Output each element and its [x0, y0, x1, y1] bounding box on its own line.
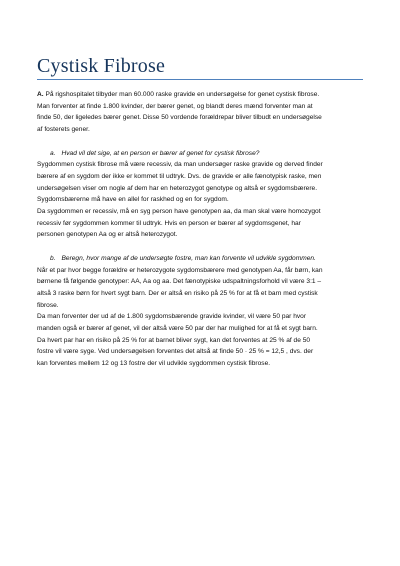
section-a-text: På rigshospitalet tilbyder man 60.000 raske gravide en undersøgelse for genet cystisk fibrose. [45, 91, 320, 98]
section-a-label: A. [37, 91, 44, 98]
answer-b-line: fibrose. [37, 301, 59, 309]
question-b-text: Beregn, hvor mange af de undersøgte fostre, man kan forvente vil udvikle sygdommen. [61, 254, 316, 262]
answer-a-line: Sygdomsbærerne må have en allel for raskhed og en for sygdom. [37, 196, 229, 204]
answer-b-line: manden også er bærer af genet, vil der altså være 50 par der har mulighed for at få et sygt barn. [37, 325, 318, 333]
answer-b-line: Når et par hvor begge forældre er heterozygote sygdomsbærere med genotypen Aa, får børn, kan [37, 266, 323, 274]
question-b-number: b. [50, 254, 56, 262]
answer-b-line: børnene få følgende genotyper: AA, Aa og aa. Det fænotypiske udspaltningsforhold vil være 3:1 – [37, 278, 322, 286]
section-a-line: af fosterets gener. [37, 126, 90, 134]
title-divider [37, 79, 363, 80]
question-a [37, 148, 365, 160]
answer-a-line: recessiv før sygdommen kommer til udtryk. Hvis en person er bærer af sygdomsgenet, har [37, 219, 301, 227]
answer-b-line: Da hvert par har en risiko på 25 % for at barnet bliver sygt, kan det forventes at 25 % af de 50 [37, 336, 311, 344]
question-b [37, 253, 365, 265]
section-a-line: Man forventer at finde 1.800 kvinder, der bærer genet, og blandt deres mænd forventer man at [37, 102, 313, 110]
answer-a-line: Sygdommen cystisk fibrose må være recessiv, da man undersøger raske gravide og derved finder [37, 161, 323, 169]
document-body [37, 89, 365, 370]
section-a-line: finde 50, der ligeledes bærer genet. Disse 50 vordende forældrepar bliver tilbudt en undersøgelse [37, 114, 322, 122]
answer-a-line: personen genotypen Aa og er altså heterozygot. [37, 231, 178, 239]
question-a-text: Hvad vil det sige, at en person er bærer af genet for cystisk fibrose? [61, 149, 260, 157]
spacer [37, 241, 365, 253]
answer-a-line: Da sygdommen er recessiv, må en syg person have genotypen aa, da man skal være homozygot [37, 208, 321, 216]
answer-b-line: Da man forventer der ud af de 1.800 sygdomsbærende gravide kvinder, vil være 50 par hvor [37, 313, 307, 321]
section-a-line [37, 89, 365, 101]
spacer [37, 136, 365, 148]
answer-a-line: bærere af en sygdom der ikke er kommet til udtryk. Dvs. de gravide er alle fænotypisk raske, men [37, 172, 322, 180]
answer-b-line: kan forventes mellem 12 og 13 fostre der vil udvikle sygdommen cystisk fibrose. [37, 360, 271, 368]
page-title: Cystisk Fibrose [37, 55, 166, 77]
answer-a-line: undersøgelsen viser om nogle af dem har en heterozygot genotype og altså er sygdomsbærere. [37, 184, 318, 192]
question-a-number: a. [50, 149, 56, 157]
answer-b-line: altså 3 raske børn for hvert sygt barn. Der er altså en risiko på 25 % for at få et barn med cystisk [37, 289, 318, 297]
answer-b-line: fostre vil være syge. Ved undersøgelsen forventes det altså at finde 50 · 25 % = 12,5 , dvs. der [37, 348, 314, 356]
